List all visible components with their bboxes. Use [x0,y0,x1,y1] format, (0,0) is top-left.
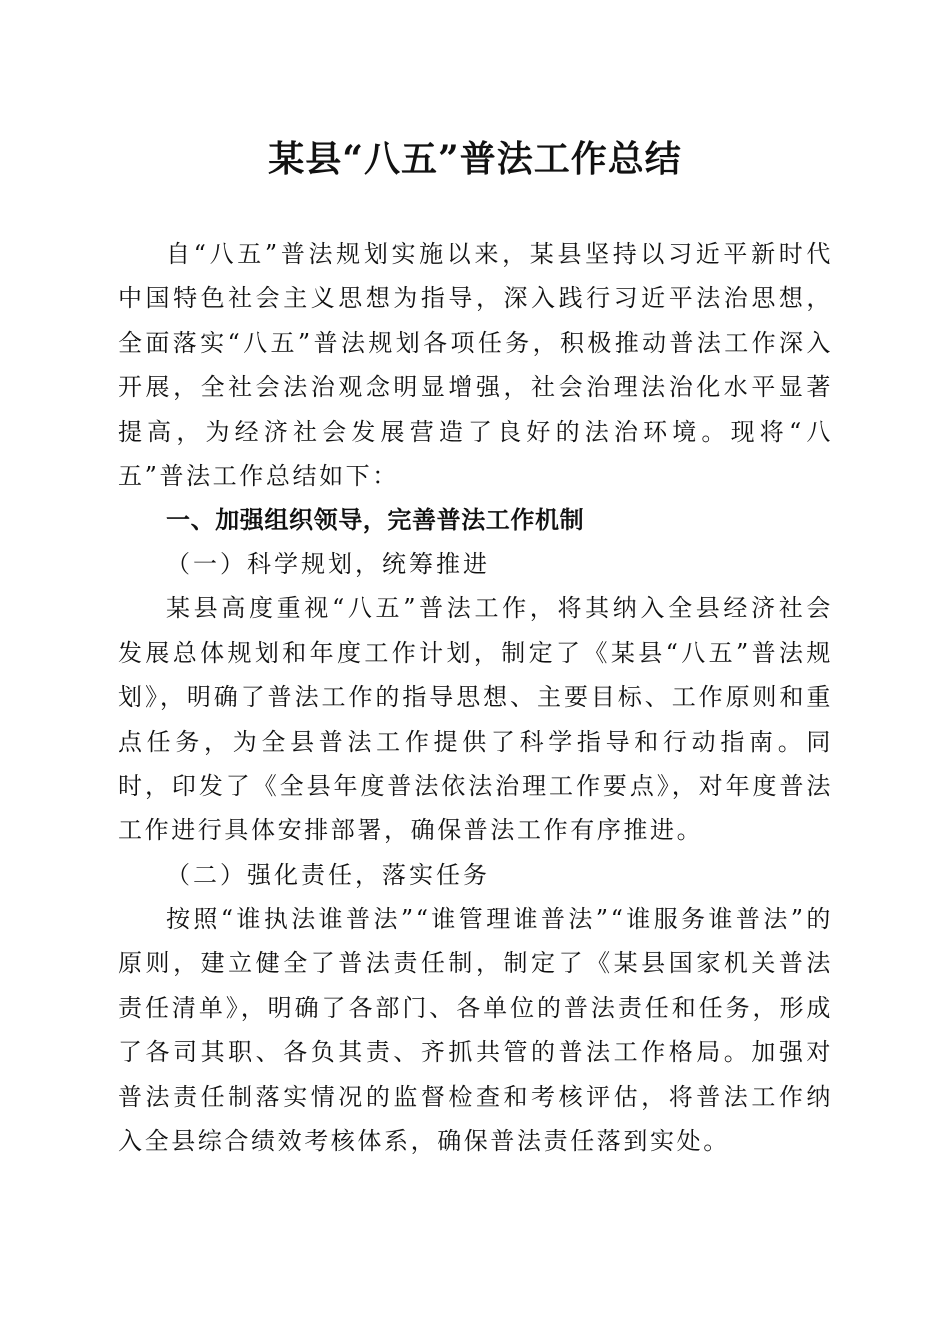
subsection-heading-1: （一）科学规划，统筹推进 [166,550,490,579]
document-body [118,232,833,1163]
subsection-paragraph-2: 按照“谁执法谁普法”“谁管理谁普法”“谁服务谁普法”的原则，建立健全了普法责任制，制定了《某县国家机关普法责任清单》，明确了各部门、各单位的普法责任和任务，形成了各司其职、各负其责、齐抓共管的普法工作格局。加强对普法责任制落实情况的监督检查和考核评估，将普法工作纳入全县综合绩效考核体系，确保普法责任落到实处。 [118,904,833,1155]
subsection-paragraph-1: 某县高度重视“八五”普法工作，将其纳入全县经济社会发展总体规划和年度工作计划，制定了《某县“八五”普法规划》，明确了普法工作的指导思想、主要目标、工作原则和重点任务，为全县普法工作提供了科学指导和行动指南。同时，印发了《全县年度普法依法治理工作要点》，对年度普法工作进行具体安排部署，确保普法工作有序推进。 [118,594,833,845]
page-title: 某县“八五”普法工作总结 [268,138,682,180]
intro-paragraph: 自“八五”普法规划实施以来，某县坚持以习近平新时代中国特色社会主义思想为指导，深入践行习近平法治思想，全面落实“八五”普法规划各项任务，积极推动普法工作深入开展，全社会法治观念明显增强，社会治理法治化水平显著提高，为经济社会发展营造了良好的法治环境。现将“八五”普法工作总结如下： [118,240,833,491]
section-heading-1: 一、加强组织领导，完善普法工作机制 [166,506,585,535]
subsection-heading-2: （二）强化责任，落实任务 [166,860,490,889]
